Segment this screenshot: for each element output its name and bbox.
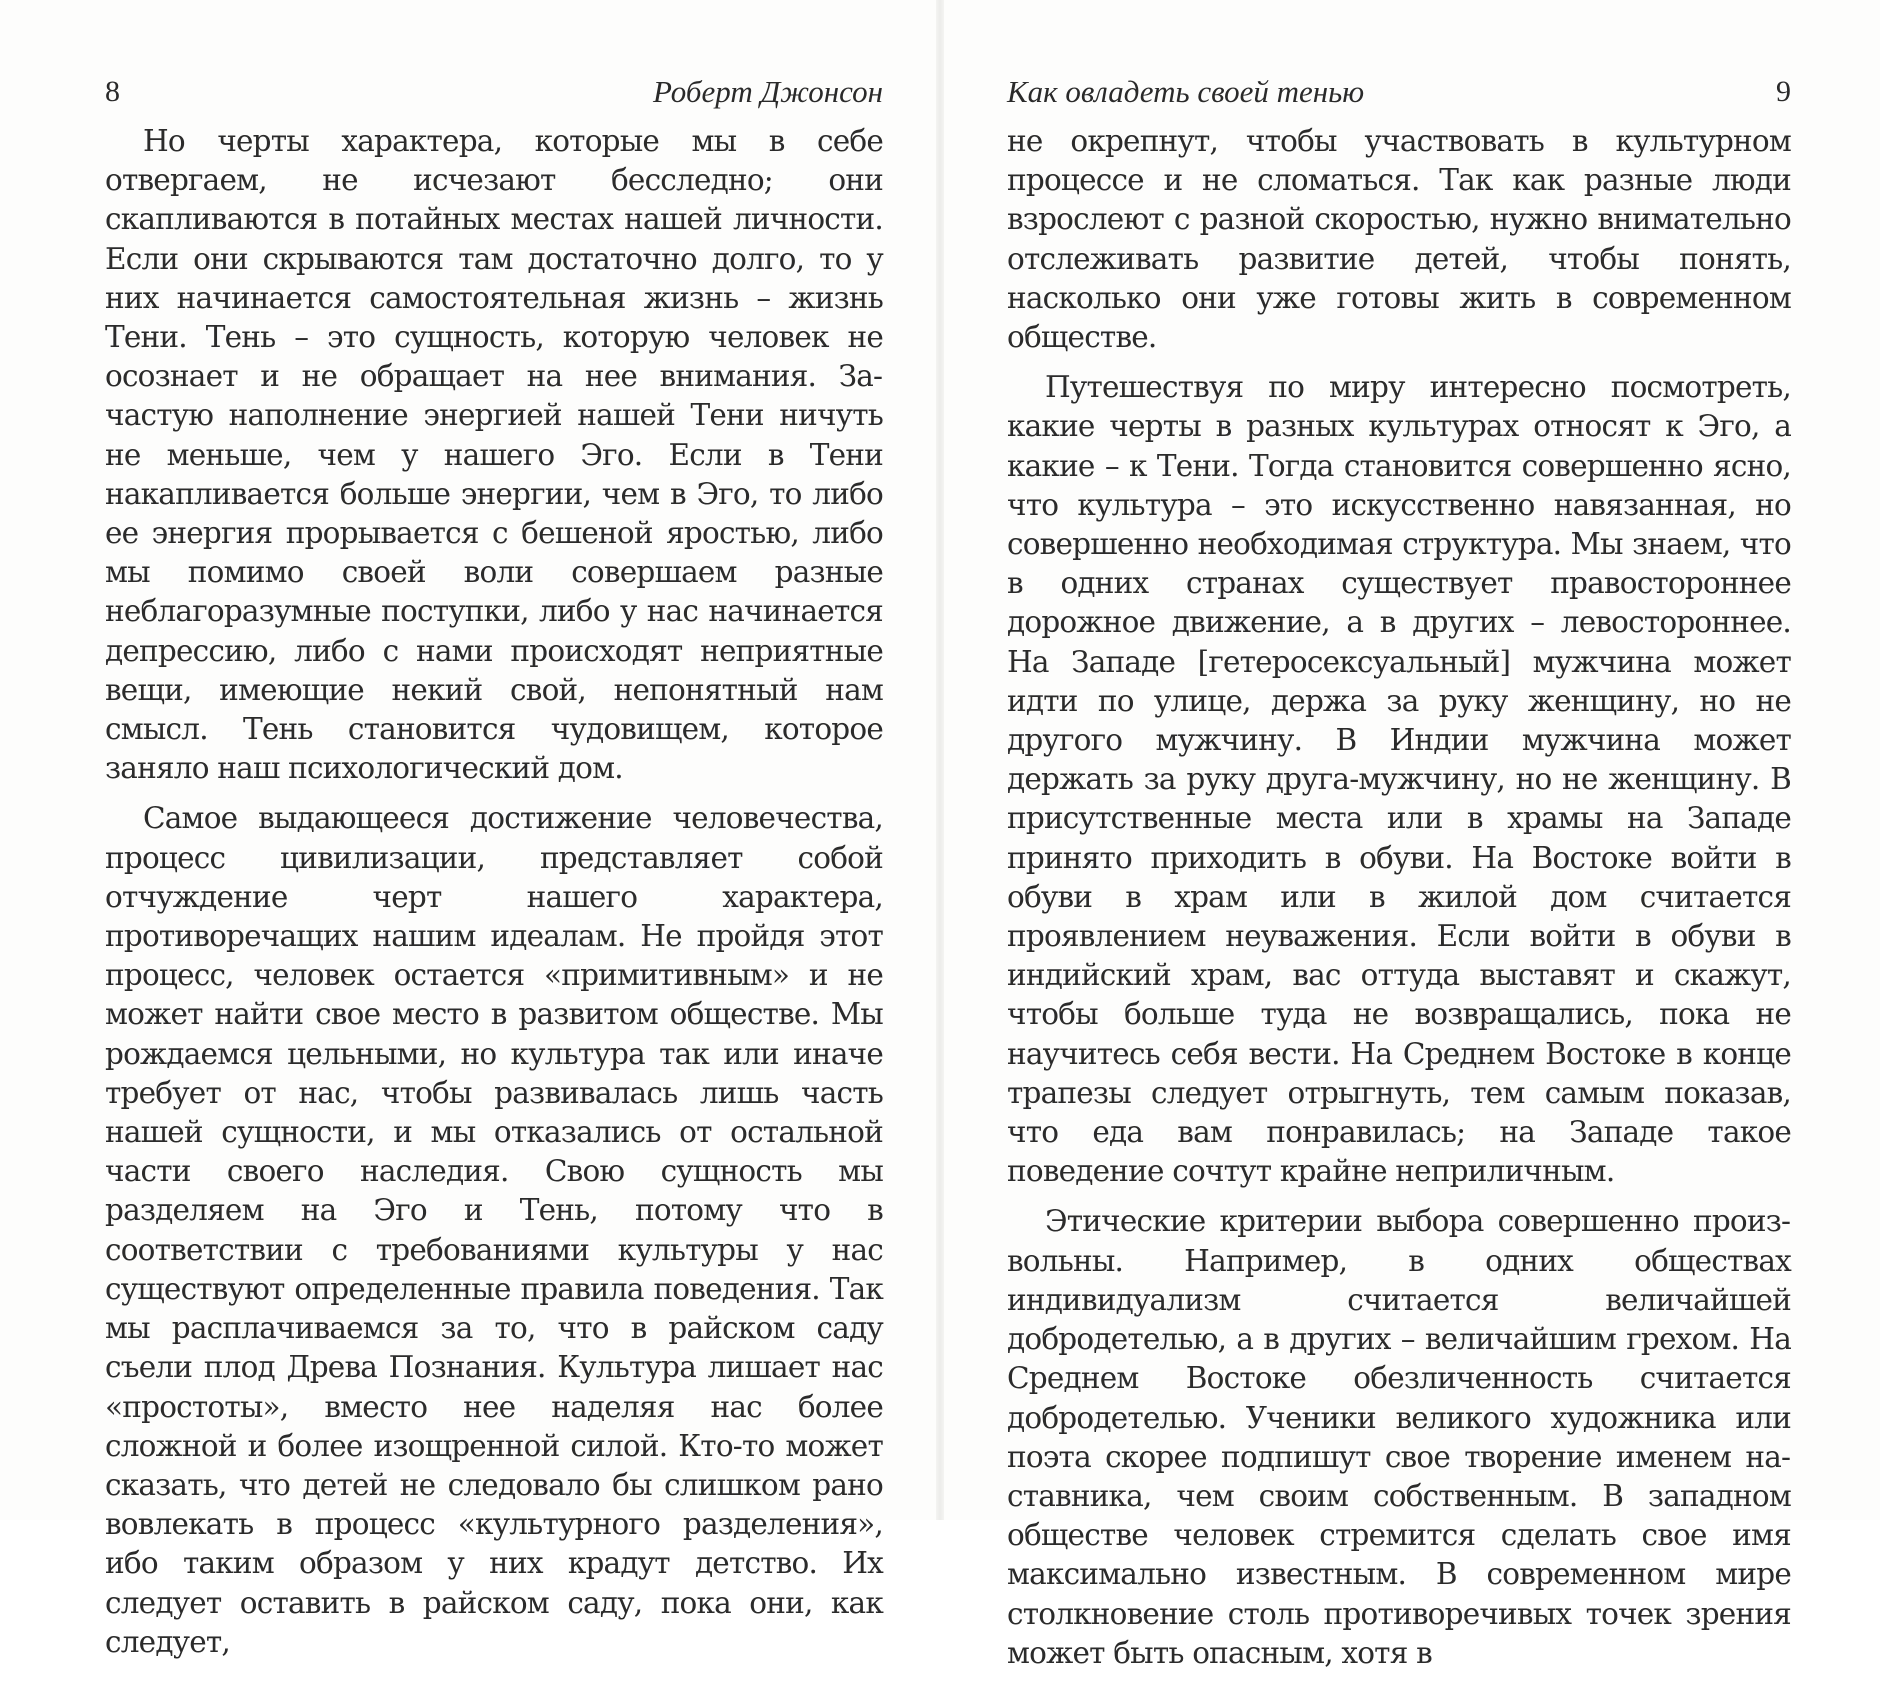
left-paragraph-1: Но черты характера, которые мы в себе отвергаем, не исчезают бесследно; они скапливаются в потайных местах нашей личности. Если они скрываются там достаточно долго, то у них начинается самостоятельная жизнь – жизнь Тени. Тень – это сущность, которую человек не осознает и не обращает на нее внимания. Зачастую наполнение энергией нашей Тени ничуть не меньше, чем у нашего Эго. Если в Тени накапливается больше энергии, чем в Эго, то либо ее энергия прорывается с бешеной яростью, либо мы помимо своей воли совершаем разные неблагоразумные поступки, либо у нас начинается депрессию, либо с нами происходят неприятные вещи, имеющие некий свой, непонятный нам смысл. Тень становится чудовищем, которое заняло наш психологический дом. [105,124,883,786]
right-text-block [1007,122,1791,1684]
left-paragraph-2: Самое выдающееся достижение человечества, процесс цивилизации, представляет собой отчуждение черт нашего характера, противоречащих нашим идеалам. Не пройдя этот процесс, человек остается «примитивным» и не может найти свое место в развитом обществе. Мы рождаемся цельными, но культура так или иначе требует от нас, чтобы развивалась лишь часть нашей сущности, и мы отказались от остальной части своего наследия. Свою сущность мы разделяем на Эго и Тень, потому что в соответствии с требованиями культуры у нас существуют определенные правила поведения. Так мы расплачиваемся за то, что в райском саду съели плод Древа Познания. Культура лишает нас «простоты», вместо нее наделяя нас более сложной и более изощренной силой. Кто-то может сказать, что детей не следовало бы слишком рано вовлекать в процесс «культурного разделения», ибо таким образом у них крадут детство. Их следует оставить в райском саду, пока они, как следует, [105,801,883,1659]
left-page [0,0,940,1659]
right-paragraph-2: Этические критерии выбора совершенно произвольны. Например, в одних обществах индивидуализм считается величайшей добродетелью, а в других – величайшим грехом. На Среднем Востоке обезличенность считается добродетелью. Ученики великого художника или поэта скорее подпишут свое творение именем наставника, чем своим собственным. В западном обществе человек стремится сделать свое имя максимально известным. В современном мире столкновение столь противоречивых точек зрения может быть опасным, хотя в [1007,1204,1791,1670]
right-page [940,0,1880,1670]
right-page-number: 9 [1776,75,1791,108]
right-continuation-paragraph: не окрепнут, чтобы участвовать в культурном процессе и не сломаться. Так как разные люди взрослеют с разной скоростью, нужно внимательно отслеживать развитие детей, чтобы понять, насколько они уже готовы жить в современном обществе. [1007,124,1791,355]
left-text-block [105,122,883,1673]
left-running-head [105,72,883,112]
right-running-head [1007,72,1791,112]
right-running-title: Как овладеть своей тенью [1007,74,1365,109]
left-page-number: 8 [105,75,120,108]
right-paragraph-1: Путешествуя по миру интересно посмотреть, какие черты в разных культурах относят к Эго, а какие – к Тени. Тогда становится совершенно ясно, что культура – это искусственно навязанная, но совершенно необходимая структура. Мы знаем, что в одних странах существует правостороннее дорожное движение, а в других – левостороннее. На Западе [гетеросексуальный] мужчина может идти по улице, держа за руку женщину, но не другого мужчину. В Индии мужчина может держать за руку друга-мужчину, но не женщину. В присутственные места или в храмы на Западе принято приходить в обуви. На Востоке войти в обуви в храм или в жилой дом считается проявлением неуважения. Если войти в обуви в индийский храм, вас оттуда выставят и скажут, чтобы больше туда не возвращались, пока не научитесь себя вести. На Среднем Востоке в конце трапезы следует отрыгнуть, тем самым показав, что еда вам понравилась; на Западе такое поведение сочтут крайне неприличным. [1007,370,1791,1189]
left-running-title: Роберт Джонсон [652,74,883,109]
